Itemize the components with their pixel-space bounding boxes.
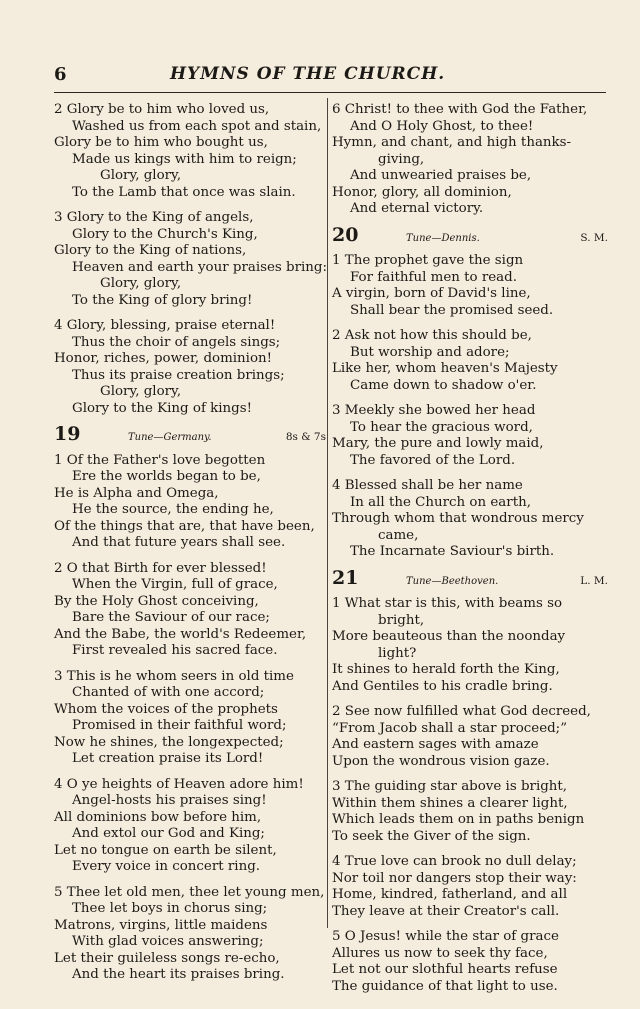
verse-line: 4 O ye heights of Heaven adore him!	[54, 776, 304, 792]
verse-line: Promised in their faithful word;	[72, 718, 287, 733]
verse-line: Which leads them on in paths benign	[332, 812, 585, 827]
stanza-5	[54, 885, 326, 984]
verse-line: Thus the choir of angels sings;	[72, 334, 281, 350]
verse-line: Thee let boys in chorus sing;	[72, 901, 268, 916]
verse-line: 5 O Jesus! while the star of grace	[332, 929, 559, 944]
verse-line: Honor, glory, all dominion,	[332, 184, 512, 200]
verse-line: Bare the Saviour of our race;	[72, 610, 270, 625]
verse-line: Thus its praise creation brings;	[72, 367, 285, 383]
stanza-2	[332, 704, 608, 770]
stanza-4	[332, 478, 608, 561]
verse-line: And O Holy Ghost, to thee!	[350, 118, 534, 134]
verse-line: It shines to herald forth the King,	[332, 662, 560, 677]
hymn-number: 20	[332, 223, 359, 246]
verse-line: “From Jacob shall a star proceed;”	[332, 720, 568, 736]
verse-line: The guidance of that light to use.	[332, 978, 558, 994]
stanza-3	[54, 210, 326, 309]
verse-line: And eternal victory.	[350, 201, 484, 216]
verse-line: 6 Christ! to thee with God the Father,	[332, 102, 588, 117]
stanza-4	[332, 854, 608, 920]
verse-line: Made us kings with him to reign;	[72, 151, 297, 167]
verse-line: Within them shines a clearer light,	[332, 795, 568, 811]
verse-line: 3 Glory to the King of angels,	[54, 210, 254, 225]
stanza-1	[332, 253, 608, 319]
verse-line: Upon the wondrous vision gaze.	[332, 753, 550, 769]
verse-line: 2 O that Birth for ever blessed!	[54, 560, 267, 576]
verse-line: light?	[378, 645, 417, 661]
stanza-3	[332, 403, 608, 469]
verse-line: 3 This is he whom seers in old time	[54, 668, 294, 684]
stanza-6	[332, 102, 608, 218]
verse-line: Let their guileless songs re-echo,	[54, 950, 280, 966]
verse-line: 1 Of the Father's love begotten	[54, 452, 266, 468]
hymn-tune: Tune—Beethoven.	[406, 575, 499, 587]
header-rule	[54, 92, 606, 93]
verse-line: Let not our slothful hearts refuse	[332, 962, 558, 977]
verse-line: A virgin, born of David's line,	[332, 286, 531, 301]
hymn-20-header	[332, 223, 608, 248]
verse-line: 5 Thee let old men, thee let young men,	[54, 884, 325, 900]
verse-line: 3 The guiding star above is bright,	[332, 779, 568, 794]
verse-line: When the Virgin, full of grace,	[72, 577, 278, 592]
hymn-tune: Tune—Dennis.	[406, 232, 480, 244]
verse-line: Mary, the pure and lowly maid,	[332, 436, 544, 451]
right-column	[332, 102, 608, 1004]
verse-line: Of the things that are, that have been,	[54, 518, 315, 534]
verse-line: And extol our God and King;	[72, 826, 265, 841]
verse-line: Glory to the Church's King,	[72, 226, 258, 242]
verse-line: 3 Meekly she bowed her head	[332, 403, 536, 418]
verse-line: And unwearied praises be,	[350, 168, 532, 183]
verse-line: First revealed his sacred face.	[72, 643, 278, 658]
verse-line: Matrons, virgins, little maidens	[54, 917, 268, 933]
verse-line: To the Lamb that once was slain.	[72, 184, 296, 200]
stanza-3	[332, 779, 608, 845]
verse-line: To seek the Giver of the sign.	[332, 828, 531, 844]
verse-line: Hymn, and chant, and high thanks-	[332, 135, 572, 150]
hymn-19-header	[54, 423, 326, 447]
stanza-5	[332, 929, 608, 995]
verse-line: Ere the worlds began to be,	[72, 469, 261, 484]
verse-line: came,	[378, 527, 419, 543]
verse-line: Every voice in concert ring.	[72, 859, 261, 874]
verse-line: The Incarnate Saviour's birth.	[350, 544, 555, 559]
verse-line: Like her, whom heaven's Majesty	[332, 361, 558, 376]
verse-line: To the King of glory bring!	[72, 292, 253, 308]
verse-line: With glad voices answering;	[72, 934, 264, 949]
stanza-4	[54, 318, 326, 417]
verse-line: Let no tongue on earth be silent,	[54, 842, 277, 858]
verse-line: He is Alpha and Omega,	[54, 485, 219, 501]
hymn-21-header	[332, 566, 608, 591]
verse-line: And the Babe, the world's Redeemer,	[54, 626, 307, 642]
verse-line: 2 Glory be to him who loved us,	[54, 102, 270, 117]
verse-line: Glory be to him who bought us,	[54, 135, 268, 150]
stanza-2	[54, 561, 326, 660]
stanza-4	[54, 777, 326, 876]
verse-line: 4 Glory, blessing, praise eternal!	[54, 318, 276, 333]
verse-line: 4 Blessed shall be her name	[332, 478, 523, 493]
hymn-meter: 8s & 7s	[285, 431, 326, 443]
verse-line: And eastern sages with amaze	[332, 737, 539, 752]
verse-line: Glory, glory,	[100, 168, 182, 183]
verse-line: To hear the gracious word,	[350, 419, 533, 435]
hymn-number: 19	[54, 423, 81, 445]
verse-line: Glory, glory,	[100, 384, 182, 399]
verse-line: Chanted of with one accord;	[72, 685, 265, 700]
left-column	[54, 102, 326, 993]
stanza-3	[54, 669, 326, 768]
verse-line: 2 Ask not how this should be,	[332, 328, 532, 343]
verse-line: He the source, the ending he,	[72, 502, 274, 517]
verse-line: Allures us now to seek thy face,	[332, 945, 548, 961]
verse-line: Honor, riches, power, dominion!	[54, 351, 273, 366]
page-number: 6	[54, 64, 67, 85]
verse-line: More beauteous than the noonday	[332, 629, 566, 644]
verse-line: Let creation praise its Lord!	[72, 751, 264, 766]
verse-line: Through whom that wondrous mercy	[332, 511, 584, 526]
hymn-number: 21	[332, 566, 359, 589]
verse-line: Home, kindred, fatherland, and all	[332, 887, 568, 902]
verse-line: But worship and adore;	[350, 344, 510, 360]
verse-line: All dominions bow before him,	[54, 809, 262, 825]
verse-line: The favored of the Lord.	[350, 452, 516, 468]
column-divider	[327, 98, 328, 928]
verse-line: Angel-hosts his praises sing!	[72, 793, 267, 808]
verse-line: And that future years shall see.	[72, 535, 286, 550]
stanza-2	[332, 328, 608, 394]
verse-line: Now he shines, the longexpected;	[54, 734, 284, 750]
verse-line: Came down to shadow o'er.	[350, 377, 537, 393]
running-head: HYMNS OF THE CHURCH.	[170, 64, 446, 84]
hymn-meter: S. M.	[580, 231, 608, 244]
hymn-tune: Tune—Germany.	[128, 432, 212, 443]
verse-line: 1 The prophet gave the sign	[332, 253, 524, 268]
verse-line: Shall bear the promised seed.	[350, 302, 554, 318]
verse-line: And Gentiles to his cradle bring.	[332, 678, 553, 694]
verse-line: For faithful men to read.	[350, 269, 517, 285]
stanza-2	[54, 102, 326, 201]
verse-line: In all the Church on earth,	[350, 494, 531, 510]
verse-line: 4 True love can brook no dull delay;	[332, 854, 577, 869]
verse-line: 1 What star is this, with beams so	[332, 596, 563, 611]
hymn-meter: L. M.	[580, 574, 608, 587]
verse-line: Nor toil nor dangers stop their way:	[332, 870, 577, 886]
stanza-1	[332, 596, 608, 695]
verse-line: giving,	[378, 151, 425, 167]
verse-line: They leave at their Creator's call.	[332, 903, 560, 919]
verse-line: Heaven and earth your praises bring:	[72, 259, 327, 275]
verse-line: By the Holy Ghost conceiving,	[54, 593, 259, 609]
verse-line: 2 See now fulfilled what God decreed,	[332, 704, 591, 719]
verse-line: Whom the voices of the prophets	[54, 701, 278, 717]
verse-line: Washed us from each spot and stain,	[72, 118, 322, 134]
verse-line: bright,	[378, 612, 425, 628]
verse-line: Glory to the King of kings!	[72, 400, 253, 416]
verse-line: And the heart its praises bring.	[72, 967, 285, 982]
verse-line: Glory to the King of nations,	[54, 243, 247, 258]
verse-line: Glory, glory,	[100, 276, 182, 291]
stanza-1	[54, 453, 326, 552]
